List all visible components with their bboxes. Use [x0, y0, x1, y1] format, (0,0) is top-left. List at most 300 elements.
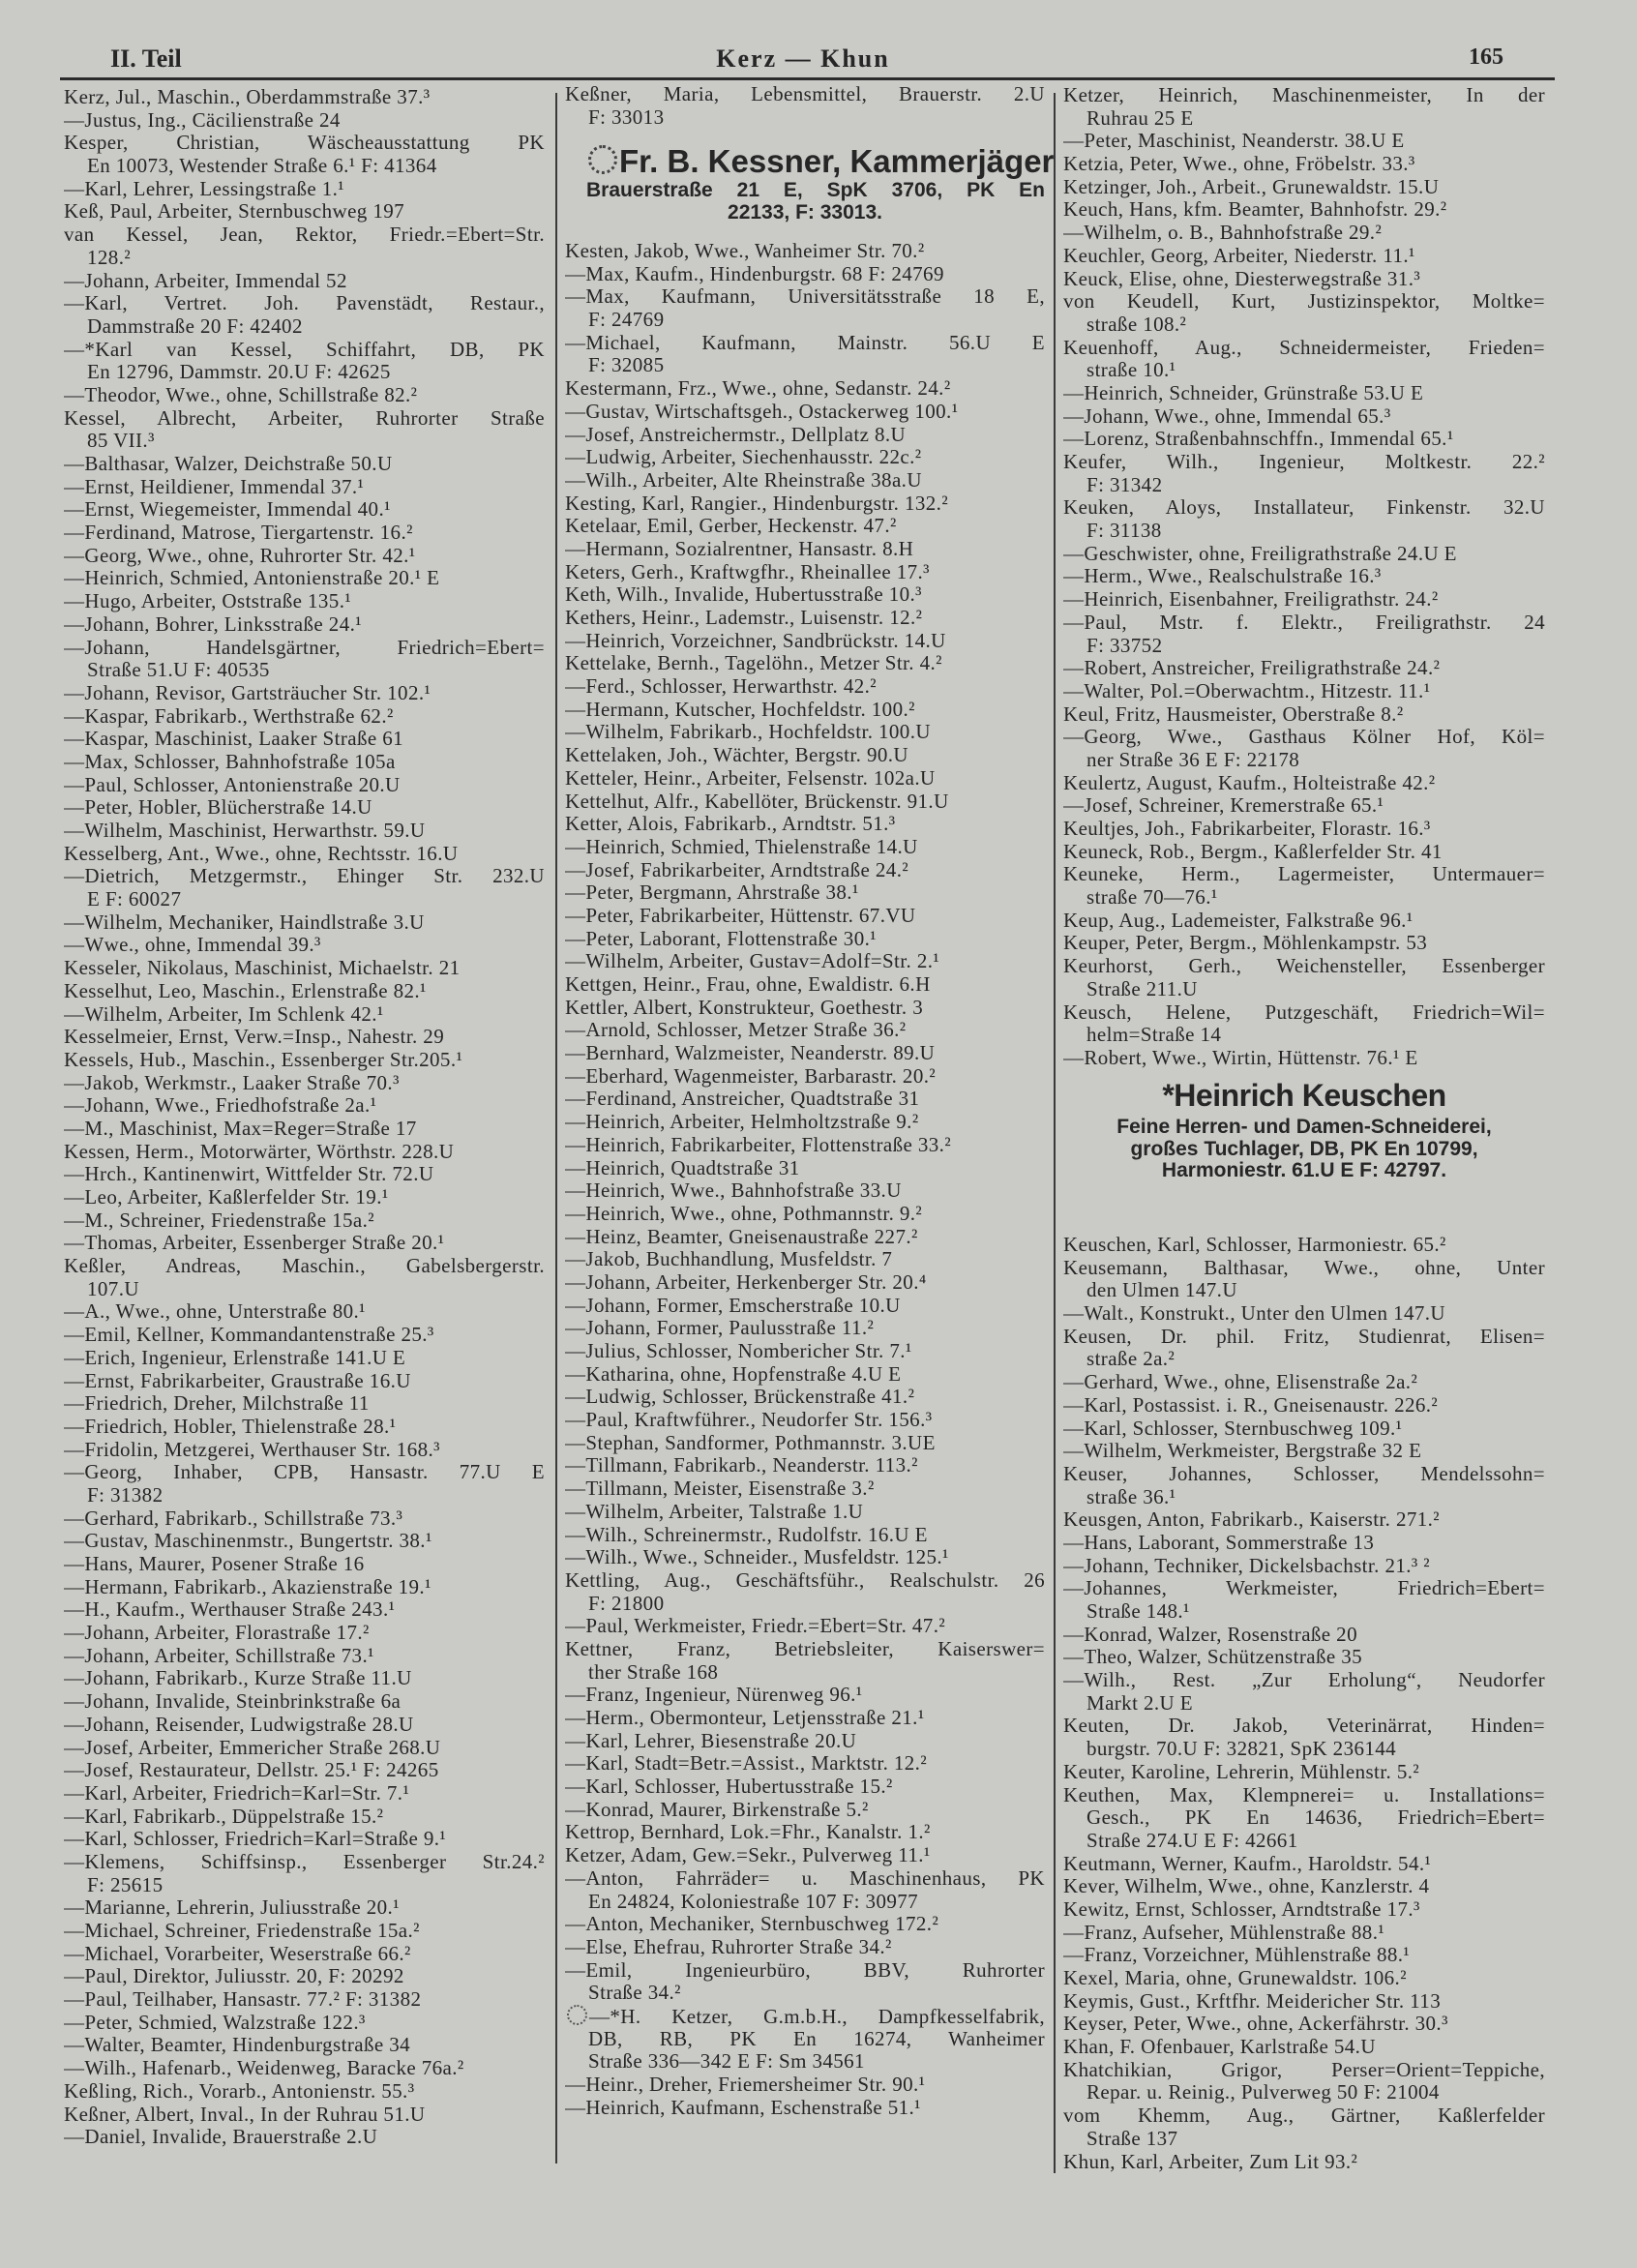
entry-line: —Paul, Werkmeister, Friedr.=Ebert=Str. 47.² — [565, 1615, 946, 1638]
entry-line: —Max, Kaufmann, Universitätsstraße 18 E, — [565, 285, 1045, 309]
ad-line: Harmoniestr. 61.U E F: 42797. — [1161, 1159, 1447, 1181]
directory-entry — [565, 1111, 1045, 1134]
ad-title: *Heinrich Keuschen — [1162, 1078, 1446, 1113]
ad-title: Fr. B. Kessner, Kammerjäger — [619, 143, 1055, 179]
entry-continuation-line: 85 VII.³ — [87, 430, 155, 453]
entry-line: —Josef, Fabrikarbeiter, Arndtstraße 24.² — [565, 858, 909, 881]
directory-entry — [565, 699, 1045, 722]
entry-line: —Johann, Wwe., ohne, Immendal 65.³ — [1063, 404, 1391, 428]
directory-entry — [565, 1295, 1045, 1318]
wreath-icon — [588, 145, 617, 174]
directory-entry — [565, 515, 1045, 538]
entry-line: Kettler, Albert, Konstrukteur, Goethestr. 3 — [565, 996, 924, 1019]
directory-entry — [1063, 1922, 1545, 1945]
entry-line: —Heinrich, Schmied, Thielenstraße 14.U — [565, 835, 918, 858]
directory-entry — [565, 263, 1045, 286]
directory-entry — [1063, 337, 1545, 382]
entry-line: —Wilh., Arbeiter, Alte Rheinstraße 38a.U — [565, 468, 922, 492]
entry-line: —Hrch., Kantinenwirt, Wittfelder Str. 72.U — [64, 1163, 434, 1186]
entry-line: Ketzer, Heinrich, Maschinenmeister, In der — [1063, 84, 1545, 106]
entry-line: —Heinr., Dreher, Friemersheimer Str. 90.¹ — [565, 2074, 926, 2096]
entry-line: —Josef, Anstreichermstr., Dellplatz 8.U — [565, 423, 907, 446]
entry-continuation-line: helm=Straße 14 — [1086, 1024, 1222, 1047]
entry-line: —Tillmann, Meister, Eisenstraße 3.² — [565, 1477, 875, 1501]
entry-line: —Theodor, Wwe., ohne, Schillstraße 82.² — [64, 383, 418, 406]
entry-continuation-line: Straße 34.² — [588, 1982, 681, 2005]
entry-continuation-line: En 12796, Dammstr. 20.U F: 42625 — [87, 361, 391, 384]
directory-entry — [64, 2104, 545, 2127]
directory-entry — [1063, 1302, 1545, 1326]
directory-entry — [565, 1546, 1045, 1569]
entry-line: —Peter, Maschinist, Neanderstr. 38.U E — [1063, 130, 1405, 153]
ad-line: großes Tuchlager, DB, PK En 10799, — [1130, 1137, 1478, 1160]
entry-continuation-line: 128.² — [87, 246, 132, 269]
entry-line: —Friedrich, Hobler, Thielenstraße 28.¹ — [64, 1415, 397, 1438]
directory-entry — [64, 1690, 545, 1714]
directory-entry — [565, 1340, 1045, 1363]
entry-continuation-line: straße 36.¹ — [1086, 1485, 1176, 1508]
directory-entry — [565, 791, 1045, 814]
entry-line: —Karl, Lehrer, Biesenstraße 20.U — [565, 1729, 857, 1752]
directory-column-2 — [565, 240, 1045, 2119]
entry-line: —Ferd., Schlosser, Herwarthstr. 42.² — [565, 675, 877, 699]
entry-continuation-line: 107.U — [87, 1277, 139, 1300]
entry-line: Kesseler, Nikolaus, Maschinist, Michaelstr. 21 — [64, 957, 461, 980]
ad-line: Feine Herren- und Damen-Schneiderei, — [1116, 1116, 1492, 1138]
directory-entry — [565, 1248, 1045, 1271]
entry-line: —Paul, Schlosser, Antonienstraße 20.U — [64, 773, 401, 796]
entry-line: —Johann, Invalide, Steinbrinkstraße 6a — [64, 1690, 402, 1714]
entry-line: —Robert, Wwe., Wirtin, Hüttenstr. 76.¹ E — [1063, 1046, 1418, 1069]
directory-entry — [64, 1049, 545, 1072]
directory-entry — [64, 1645, 545, 1668]
directory-entry — [565, 721, 1045, 744]
directory-entry — [1063, 932, 1545, 955]
directory-entry — [1063, 1394, 1545, 1418]
directory-entry — [565, 1707, 1045, 1730]
entry-line: Kessel, Albrecht, Arbeiter, Ruhrorter Straße — [64, 406, 545, 430]
entry-continuation-line: den Ulmen 147.U — [1086, 1279, 1237, 1302]
directory-entry — [565, 1752, 1045, 1776]
entry-line: —Peter, Bergmann, Ahrstraße 38.¹ — [565, 881, 859, 905]
directory-entry — [565, 881, 1045, 905]
entry-line: —Ernst, Heildiener, Immendal 37.¹ — [64, 475, 365, 498]
entry-line: Kettrop, Bernhard, Lok.=Fhr., Kanalstr. 1.² — [565, 1821, 931, 1844]
entry-line: —Ludwig, Arbeiter, Siechenhausstr. 22c.² — [565, 446, 922, 469]
entry-line: —Ferdinand, Matrose, Tiergartenstr. 16.² — [64, 522, 413, 545]
directory-entry — [565, 1157, 1045, 1180]
directory-entry — [1063, 680, 1545, 703]
entry-line: Ketelaar, Emil, Gerber, Heckenstr. 47.² — [565, 515, 897, 538]
entry-line: —Leo, Arbeiter, Kaßlerfelder Str. 19.¹ — [64, 1186, 389, 1209]
entry-line: Keßner, Albert, Inval., In der Ruhrau 51.U — [64, 2103, 426, 2126]
directory-entry — [565, 1226, 1045, 1249]
ad-line: 22133, F: 33013. — [728, 200, 882, 224]
directory-entry — [565, 1844, 1045, 1867]
entry-line: Kettelake, Bernh., Tagelöhn., Metzer Str. 4.² — [565, 652, 942, 675]
directory-entry — [565, 859, 1045, 882]
entry-line: —M., Maschinist, Max=Reger=Straße 17 — [64, 1117, 417, 1140]
directory-entry — [64, 1026, 545, 1049]
entry-continuation-line: Dammstraße 20 F: 42402 — [87, 314, 303, 338]
directory-entry — [565, 1019, 1045, 1042]
entry-line: —Julius, Schlosser, Nombericher Str. 7.¹ — [565, 1340, 912, 1362]
directory-column-3-bottom — [1063, 1234, 1545, 2173]
entry-line: Kettling, Aug., Geschäftsführ., Realschulstr. 26 — [565, 1568, 1045, 1592]
entry-line: —Ferdinand, Anstreicher, Quadtstraße 31 — [565, 1088, 920, 1111]
entry-line: Ketteler, Heinr., Arbeiter, Felsenstr. 102a.U — [565, 766, 936, 790]
entry-continuation-line: Straße 274.U E F: 42661 — [1086, 1829, 1298, 1852]
entry-line: —Wilhelm, Mechaniker, Haindlstraße 3.U — [64, 910, 425, 934]
entry-continuation-line: straße 10.¹ — [1086, 359, 1176, 382]
entry-line: —Justus, Ing., Cäcilienstraße 24 — [64, 108, 341, 132]
entry-continuation-line: Straße 211.U — [1086, 977, 1198, 1000]
directory-entry — [1063, 772, 1545, 795]
entry-line: —Gustav, Wirtschaftsgeh., Ostackerweg 100.¹ — [565, 400, 959, 423]
directory-entry — [565, 1615, 1045, 1638]
entry-line: Keup, Aug., Lademeister, Falkstraße 96.¹ — [1063, 909, 1414, 932]
entry-line: —Johann, Reisender, Ludwigstraße 28.U — [64, 1713, 414, 1736]
entry-line: Keyser, Peter, Wwe., ohne, Ackerfährstr. 30.³ — [1063, 2013, 1448, 2036]
directory-entry — [1063, 543, 1545, 566]
entry-line: Ketzinger, Joh., Arbeit., Grunewaldstr. 15.U — [1063, 175, 1440, 198]
entry-line: —Josef, Schreiner, Kremerstraße 65.¹ — [1063, 794, 1384, 818]
directory-entry — [64, 843, 545, 866]
directory-entry — [1063, 1624, 1545, 1647]
column-divider — [1054, 93, 1056, 2173]
entry-continuation-line: F: 31138 — [1086, 520, 1162, 543]
entry-line: —Peter, Laborant, Flottenstraße 30.¹ — [565, 927, 877, 950]
directory-entry — [565, 1959, 1045, 2005]
directory-entry — [64, 407, 545, 453]
entry-line: Keymis, Gust., Krftfhr. Meidericher Str. 113 — [1063, 1989, 1442, 2013]
directory-entry — [1063, 405, 1545, 429]
entry-line: Kesselhut, Leo, Maschin., Erlenstraße 82.¹ — [64, 979, 427, 1002]
directory-entry — [1063, 1944, 1545, 1967]
entry-line: —Michael, Vorarbeiter, Weserstraße 66.² — [64, 1942, 411, 1965]
directory-entry — [64, 613, 545, 637]
directory-entry — [64, 1530, 545, 1553]
ad-line: Brauerstraße 21 E, SpK 3706, PK En — [586, 179, 1045, 201]
directory-entry — [565, 928, 1045, 951]
entry-line: —Wwe., ohne, Immendal 39.³ — [64, 934, 321, 957]
entry-line: —Paul, Teilhaber, Hansastr. 77.² F: 31382 — [64, 1988, 422, 2012]
directory-entry — [64, 1714, 545, 1737]
entry-continuation-line: F: 32085 — [588, 354, 665, 377]
directory-entry — [64, 476, 545, 499]
entry-line: —Wilhelm, Werkmeister, Bergstraße 32 E — [1063, 1440, 1422, 1463]
entry-line: —Paul, Mstr. f. Elektr., Freiligrathstr. 24 — [1063, 611, 1545, 634]
entry-line: —Hermann, Sozialrentner, Hansastr. 8.H — [565, 537, 914, 560]
entry-line: Kesper, Christian, Wäscheausstattung PK — [64, 132, 545, 155]
directory-entry — [64, 1324, 545, 1347]
directory-entry — [64, 957, 545, 980]
directory-entry — [565, 1042, 1045, 1065]
directory-entry — [64, 796, 545, 820]
entry-continuation-line: E F: 60027 — [87, 888, 182, 911]
entry-line: Kever, Wilhelm, Wwe., ohne, Kanzlerstr. 4 — [1063, 1875, 1430, 1898]
entry-line: —Heinrich, Vorzeichner, Sandbrückstr. 14.U — [565, 629, 946, 652]
entry-line: —Anton, Fahrräder= u. Maschinenhaus, PK — [565, 1866, 1045, 1890]
directory-entry — [1063, 863, 1545, 909]
entry-line: —Peter, Schmied, Walzstraße 122.³ — [64, 2011, 366, 2034]
directory-entry — [64, 270, 545, 293]
entry-line: Keß, Paul, Arbeiter, Sternbuschweg 197 — [64, 200, 405, 224]
directory-entry — [565, 285, 1045, 331]
column-divider — [555, 93, 557, 2164]
entry-line: —Franz, Vorzeichner, Mühlenstraße 88.¹ — [1063, 1944, 1411, 1967]
entry-line: —Friedrich, Dreher, Milchstraße 11 — [64, 1392, 370, 1416]
wreath-icon — [567, 2005, 587, 2025]
entry-line: Kesting, Karl, Rangier., Hindenburgstr. 132.² — [565, 492, 949, 515]
entry-line: —Wilhelm, Arbeiter, Gustav=Adolf=Str. 2.¹ — [565, 950, 940, 973]
entry-line: Keuschen, Karl, Schlosser, Harmoniestr. 65.² — [1063, 1234, 1446, 1256]
entry-line: —A., Wwe., ohne, Unterstraße 80.¹ — [64, 1300, 366, 1324]
directory-entry — [565, 1386, 1045, 1409]
directory-entry — [64, 1461, 545, 1507]
directory-entry — [1063, 176, 1545, 199]
entry-line: —Max, Kaufm., Hindenburgstr. 68 F: 24769 — [565, 262, 944, 285]
directory-entry — [64, 1094, 545, 1118]
directory-entry — [1063, 1418, 1545, 1441]
entry-line: —Daniel, Invalide, Brauerstraße 2.U — [64, 2126, 378, 2149]
directory-entry — [1063, 565, 1545, 588]
entry-continuation-line: Repar. u. Reinig., Pulverweg 50 F: 21004 — [1086, 2081, 1440, 2104]
directory-entry — [64, 1507, 545, 1531]
directory-entry — [64, 200, 545, 224]
directory-entry — [565, 538, 1045, 561]
entry-line: Khan, F. Ofenbauer, Karlstraße 54.U — [1063, 2036, 1376, 2059]
directory-entry — [1063, 841, 1545, 864]
directory-entry — [1063, 1646, 1545, 1669]
directory-entry — [1063, 910, 1545, 933]
directory-entry — [64, 934, 545, 957]
entry-line: —Wilhelm, Fabrikarb., Hochfeldstr. 100.U — [565, 721, 931, 744]
directory-entry — [64, 1255, 545, 1300]
directory-entry — [64, 751, 545, 774]
advertisement-keuschen — [1063, 1078, 1545, 1182]
directory-entry — [64, 1851, 545, 1896]
entry-line: —Jakob, Werkmstr., Laaker Straße 70.³ — [64, 1071, 400, 1094]
entry-line: —Geschwister, ohne, Freiligrathstraße 24.U E — [1063, 542, 1457, 565]
directory-entry — [64, 2034, 545, 2057]
directory-entry — [565, 1913, 1045, 1936]
entry-line: —Paul, Kraftwführer., Neudorfer Str. 156.³ — [565, 1409, 933, 1432]
directory-entry — [64, 774, 545, 797]
entry-line: —Heinrich, Eisenbahner, Freiligrathstr. 24.² — [1063, 588, 1439, 612]
directory-entry — [64, 1782, 545, 1805]
directory-entry — [1063, 222, 1545, 245]
entry-line: —Ludwig, Schlosser, Brückenstraße 41.² — [565, 1386, 915, 1409]
directory-entry — [64, 1896, 545, 1920]
directory-entry — [565, 813, 1045, 836]
entry-line: Khatchikian, Grigor, Perser=Orient=Teppiche, — [1063, 2058, 1545, 2081]
entry-line: —Tillmann, Fabrikarb., Neanderstr. 113.² — [565, 1454, 918, 1477]
entry-line: —Wilhelm, o. B., Bahnhofstraße 29.² — [1063, 222, 1383, 245]
entry-line: —Hans, Laborant, Sommerstraße 13 — [1063, 1531, 1375, 1554]
entry-line: —H., Kaufm., Werthauser Straße 243.¹ — [64, 1598, 396, 1622]
entry-line: Kerz, Jul., Maschin., Oberdammstraße 37.³ — [64, 86, 431, 108]
directory-column-1 — [64, 86, 545, 2149]
entry-line: —Wilh., Schreinermstr., Rudolfstr. 16.U E — [565, 1523, 928, 1546]
directory-entry — [565, 1134, 1045, 1157]
entry-line: Kettelhut, Alfr., Kabellöter, Brückenstr. 91.U — [565, 790, 949, 813]
entry-line: —Georg, Wwe., ohne, Ruhrorter Str. 42.¹ — [64, 544, 416, 567]
directory-entry — [1063, 703, 1545, 727]
directory-entry — [64, 1141, 545, 1164]
entry-line: —Johann, Revisor, Gartsträucher Str. 102.¹ — [64, 681, 432, 704]
directory-entry — [1063, 1234, 1545, 1257]
directory-entry — [565, 1363, 1045, 1387]
entry-continuation-line: Straße 148.¹ — [1086, 1600, 1190, 1623]
directory-entry — [565, 767, 1045, 791]
entry-line: Kethers, Heinr., Lademstr., Luisenstr. 12.² — [565, 607, 923, 629]
directory-entry — [64, 1553, 545, 1576]
advertisement-kessner — [565, 143, 1055, 224]
entry-line: Ketzia, Peter, Wwe., ohne, Fröbelstr. 33.³ — [1063, 153, 1415, 176]
entry-line: —Hugo, Arbeiter, Oststraße 135.¹ — [64, 590, 352, 613]
entry-line: —Michael, Schreiner, Friedenstraße 15a.² — [64, 1920, 420, 1942]
entry-continuation-line: ther Straße 168 — [588, 1660, 719, 1684]
directory-entry — [64, 980, 545, 1003]
entry-line: —Konrad, Walzer, Rosenstraße 20 — [1063, 1623, 1357, 1646]
entry-line: Keuter, Karoline, Lehrerin, Mühlenstr. 5.² — [1063, 1760, 1420, 1783]
entry-line: —Johann, Handelsgärtner, Friedrich=Ebert= — [64, 636, 545, 659]
directory-entry — [565, 607, 1045, 630]
directory-entry — [64, 1186, 545, 1209]
entry-continuation-line: F: 33752 — [1086, 634, 1163, 657]
directory-entry — [565, 1179, 1045, 1203]
entry-continuation-line: straße 108.² — [1086, 313, 1187, 336]
directory-entry — [1063, 198, 1545, 222]
entry-line: Keßler, Andreas, Maschin., Gabelsbergerstr. — [64, 1255, 545, 1278]
entry-line: von Keudell, Kurt, Justizinspektor, Moltke= — [1063, 290, 1545, 313]
directory-entry — [64, 1805, 545, 1829]
directory-entry — [565, 377, 1045, 401]
entry-line: —Paul, Direktor, Juliusstr. 20, F: 20292 — [64, 1965, 404, 1988]
entry-line: Keurhorst, Gerh., Weichensteller, Essenberger — [1063, 955, 1545, 978]
directory-entry — [1063, 268, 1545, 291]
entry-line: —Fridolin, Metzgerei, Werthauser Str. 168.³ — [64, 1438, 440, 1461]
entry-line: —Gerhard, Wwe., ohne, Elisenstraße 2a.² — [1063, 1371, 1418, 1394]
entry-line: —Walter, Pol.=Oberwachtm., Hitzestr. 11.¹ — [1063, 679, 1431, 702]
entry-line: Keuper, Peter, Bergm., Möhlenkampstr. 53 — [1063, 932, 1428, 955]
entry-line: —Thomas, Arbeiter, Essenberger Straße 20.¹ — [64, 1232, 445, 1255]
entry-line: Khun, Karl, Arbeiter, Zum Lit 93.² — [1063, 2150, 1358, 2173]
directory-entry — [565, 1432, 1045, 1455]
entry-line: —Karl, Arbeiter, Friedrich=Karl=Str. 7.¹ — [64, 1781, 410, 1805]
directory-entry — [565, 240, 1045, 263]
section-label: II. Teil — [110, 45, 182, 73]
directory-entry — [1063, 2013, 1545, 2036]
directory-column-3 — [1063, 84, 1545, 1070]
directory-entry — [64, 2057, 545, 2080]
entry-line: —Heinrich, Wwe., Bahnhofstraße 33.U — [565, 1179, 902, 1203]
entry-line: —Klemens, Schiffsinsp., Essenberger Str.24.² — [64, 1850, 545, 1873]
entry-line: —Arnold, Schlosser, Metzer Straße 36.² — [565, 1019, 907, 1042]
directory-entry — [64, 637, 545, 682]
entry-line: —Balthasar, Walzer, Deichstraße 50.U — [64, 453, 393, 475]
directory-entry — [1063, 1440, 1545, 1463]
entry-line: —Heinrich, Arbeiter, Helmholtzstraße 9.² — [565, 1111, 919, 1134]
directory-entry — [1063, 1853, 1545, 1876]
entry-line: —Johann, Former, Paulusstraße 11.² — [565, 1317, 875, 1340]
entry-continuation-line: F: 33013 — [588, 105, 665, 129]
directory-entry — [64, 224, 545, 269]
directory-entry — [64, 705, 545, 729]
directory-entry — [64, 498, 545, 522]
entry-line: Keusch, Helene, Putzgeschäft, Friedrich=Wil= — [1063, 1000, 1545, 1024]
entry-line — [565, 2005, 1045, 2028]
entry-continuation-line: Ruhrau 25 E — [1086, 106, 1194, 130]
entry-line: —Georg, Inhaber, CPB, Hansastr. 77.U E — [64, 1461, 545, 1484]
entry-line: Keulertz, August, Kaufm., Holteistraße 42.² — [1063, 771, 1436, 794]
entry-line: Keßling, Rich., Vorarb., Antonienstr. 55.³ — [64, 2079, 415, 2103]
entry-line: —Heinrich, Kaufmann, Eschenstraße 51.¹ — [565, 2096, 921, 2119]
entry-continuation-line: straße 70—76.¹ — [1086, 886, 1218, 910]
entry-line: —Heinrich, Wwe., ohne, Pothmannstr. 9.² — [565, 1202, 923, 1225]
directory-entry — [1063, 1371, 1545, 1394]
directory-entry — [565, 1477, 1045, 1501]
page-number: 165 — [1469, 45, 1503, 70]
directory-entry — [1063, 1990, 1545, 2014]
entry-line: —Gustav, Maschinenmstr., Bungertstr. 38.¹ — [64, 1530, 432, 1553]
directory-entry — [1063, 1532, 1545, 1555]
entry-line: —Karl, Schlosser, Hubertusstraße 15.² — [565, 1776, 893, 1799]
entry-line: Kessels, Hub., Maschin., Essenberger Str.205.¹ — [64, 1048, 463, 1071]
entry-line: —Michael, Kaufmann, Mainstr. 56.U E — [565, 331, 1045, 354]
entry-line: —Emil, Kellner, Kommandantenstraße 25.³ — [64, 1324, 434, 1347]
entry-line: —Heinz, Beamter, Gneisenaustraße 227.² — [565, 1225, 918, 1248]
directory-entry — [565, 332, 1045, 377]
entry-line: Keuch, Hans, kfm. Beamter, Bahnhofstr. 29.² — [1063, 198, 1447, 222]
directory-entry — [64, 1598, 545, 1622]
entry-line: —Wilhelm, Maschinist, Herwarthstr. 59.U — [64, 820, 426, 842]
header-rule — [60, 77, 1555, 80]
entry-line: —Karl, Stadt=Betr.=Assist., Marktstr. 12.² — [565, 1752, 928, 1776]
directory-entry — [1063, 153, 1545, 176]
entry-line: Keuchler, Georg, Arbeiter, Niederstr. 11.¹ — [1063, 244, 1415, 267]
directory-entry — [64, 1392, 545, 1416]
directory-entry — [565, 1638, 1045, 1684]
directory-entry — [565, 446, 1045, 469]
entry-line: Keuneke, Herm., Lagermeister, Untermauer= — [1063, 863, 1545, 886]
directory-entry — [1063, 588, 1545, 612]
entry-line: —Erich, Ingenieur, Erlenstraße 141.U E — [64, 1346, 406, 1369]
entry-continuation-line: burgstr. 70.U F: 32821, SpK 236144 — [1086, 1738, 1397, 1761]
directory-entry — [1063, 1508, 1545, 1532]
entry-line: —Heinrich, Fabrikarbeiter, Flottenstraße 33.² — [565, 1133, 952, 1156]
entry-continuation-line: DB, RB, PK En 16274, Wanheimer — [588, 2027, 1045, 2050]
directory-entry — [64, 453, 545, 476]
entry-line: Kettgen, Heinr., Frau, ohne, Ewaldistr. 6.H — [565, 973, 931, 996]
directory-entry — [64, 1920, 545, 1943]
entry-line: Keul, Fritz, Hausmeister, Oberstraße 8.² — [1063, 702, 1404, 726]
directory-entry — [64, 545, 545, 568]
directory-entry — [1063, 1967, 1545, 1990]
directory-entry — [1063, 130, 1545, 153]
directory-entry — [1063, 612, 1545, 657]
directory-column-2-top — [565, 83, 1045, 129]
directory-entry — [565, 744, 1045, 767]
directory-entry — [64, 1072, 545, 1095]
entry-line: Ketter, Alois, Fabrikarb., Arndtstr. 51.³ — [565, 813, 896, 836]
entry-line: —Johann, Former, Emscherstraße 10.U — [565, 1294, 901, 1317]
directory-entry — [64, 567, 545, 590]
directory-entry — [565, 997, 1045, 1020]
directory-entry — [64, 1347, 545, 1370]
directory-entry — [1063, 382, 1545, 405]
